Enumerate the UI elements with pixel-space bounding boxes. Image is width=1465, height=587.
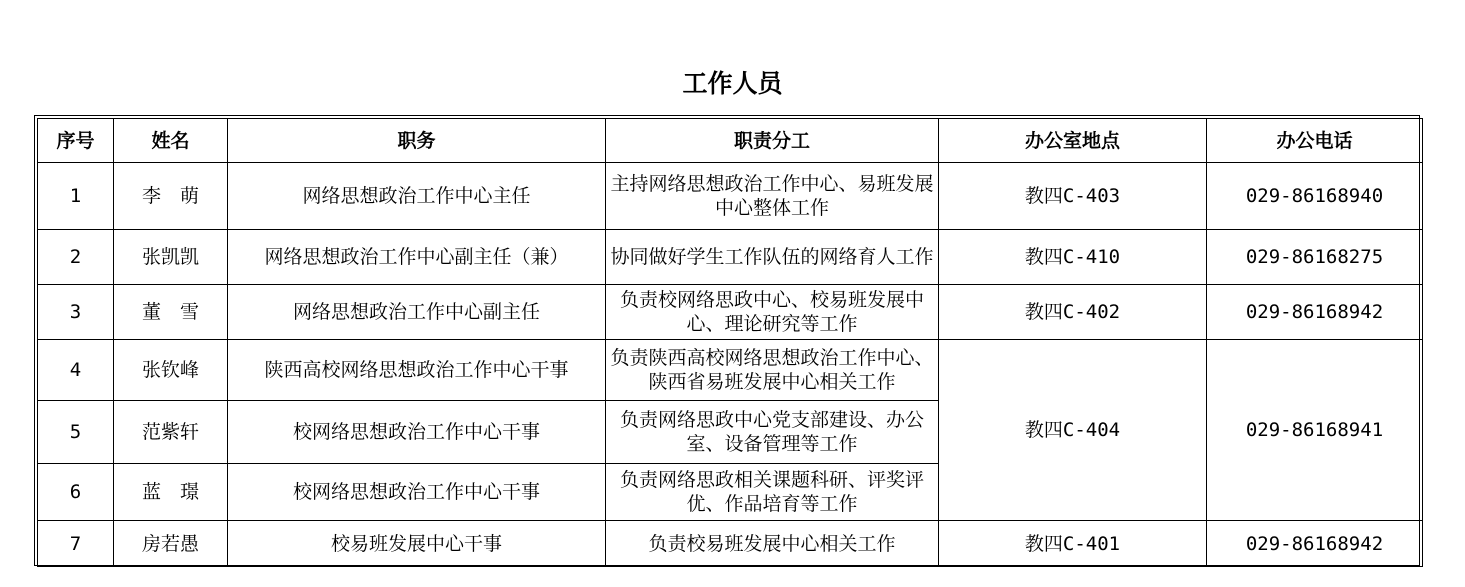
staff-table: [37, 118, 1423, 567]
cell-no: 6: [38, 464, 114, 521]
cell-duty: 负责校网络思政中心、校易班发展中心、理论研究等工作: [606, 285, 939, 340]
cell-no: 7: [38, 521, 114, 567]
cell-phone-merged: 029-86168941: [1207, 340, 1423, 521]
cell-office: 教四C-410: [939, 230, 1207, 285]
cell-name: 李 萌: [114, 163, 228, 230]
cell-duty: 负责校易班发展中心相关工作: [606, 521, 939, 567]
cell-phone: 029-86168942: [1207, 285, 1423, 340]
cell-no: 5: [38, 401, 114, 464]
cell-no: 4: [38, 340, 114, 401]
column-header-office: 办公室地点: [939, 119, 1207, 163]
table-row: [38, 230, 1423, 285]
cell-duty: 负责网络思政相关课题科研、评奖评优、作品培育等工作: [606, 464, 939, 521]
cell-name: 张钦峰: [114, 340, 228, 401]
cell-position: 网络思想政治工作中心副主任: [228, 285, 606, 340]
cell-office-merged: 教四C-404: [939, 340, 1207, 521]
table-row: [38, 163, 1423, 230]
cell-duty: 负责网络思政中心党支部建设、办公室、设备管理等工作: [606, 401, 939, 464]
table-header-row: [38, 119, 1423, 163]
table-row: [38, 340, 1423, 401]
column-header-phone: 办公电话: [1207, 119, 1423, 163]
cell-no: 3: [38, 285, 114, 340]
cell-office: 教四C-403: [939, 163, 1207, 230]
column-header-no: 序号: [38, 119, 114, 163]
cell-name: 房若愚: [114, 521, 228, 567]
cell-office: 教四C-402: [939, 285, 1207, 340]
cell-position: 陕西高校网络思想政治工作中心干事: [228, 340, 606, 401]
cell-no: 2: [38, 230, 114, 285]
cell-name: 董 雪: [114, 285, 228, 340]
cell-no: 1: [38, 163, 114, 230]
cell-phone: 029-86168275: [1207, 230, 1423, 285]
cell-phone: 029-86168940: [1207, 163, 1423, 230]
column-header-duty: 职责分工: [606, 119, 939, 163]
cell-name: 范紫轩: [114, 401, 228, 464]
cell-duty: 协同做好学生工作队伍的网络育人工作: [606, 230, 939, 285]
cell-duty: 负责陕西高校网络思想政治工作中心、陕西省易班发展中心相关工作: [606, 340, 939, 401]
cell-position: 校网络思想政治工作中心干事: [228, 401, 606, 464]
table-row: [38, 285, 1423, 340]
cell-name: 蓝 璟: [114, 464, 228, 521]
cell-position: 网络思想政治工作中心主任: [228, 163, 606, 230]
page-title: 工作人员: [682, 69, 783, 98]
cell-position: 网络思想政治工作中心副主任（兼）: [228, 230, 606, 285]
column-header-name: 姓名: [114, 119, 228, 163]
cell-position: 校网络思想政治工作中心干事: [228, 464, 606, 521]
cell-name: 张凯凯: [114, 230, 228, 285]
table-row: [38, 521, 1423, 567]
cell-position: 校易班发展中心干事: [228, 521, 606, 567]
cell-phone: 029-86168942: [1207, 521, 1423, 567]
cell-office: 教四C-401: [939, 521, 1207, 567]
column-header-position: 职务: [228, 119, 606, 163]
cell-duty: 主持网络思想政治工作中心、易班发展中心整体工作: [606, 163, 939, 230]
